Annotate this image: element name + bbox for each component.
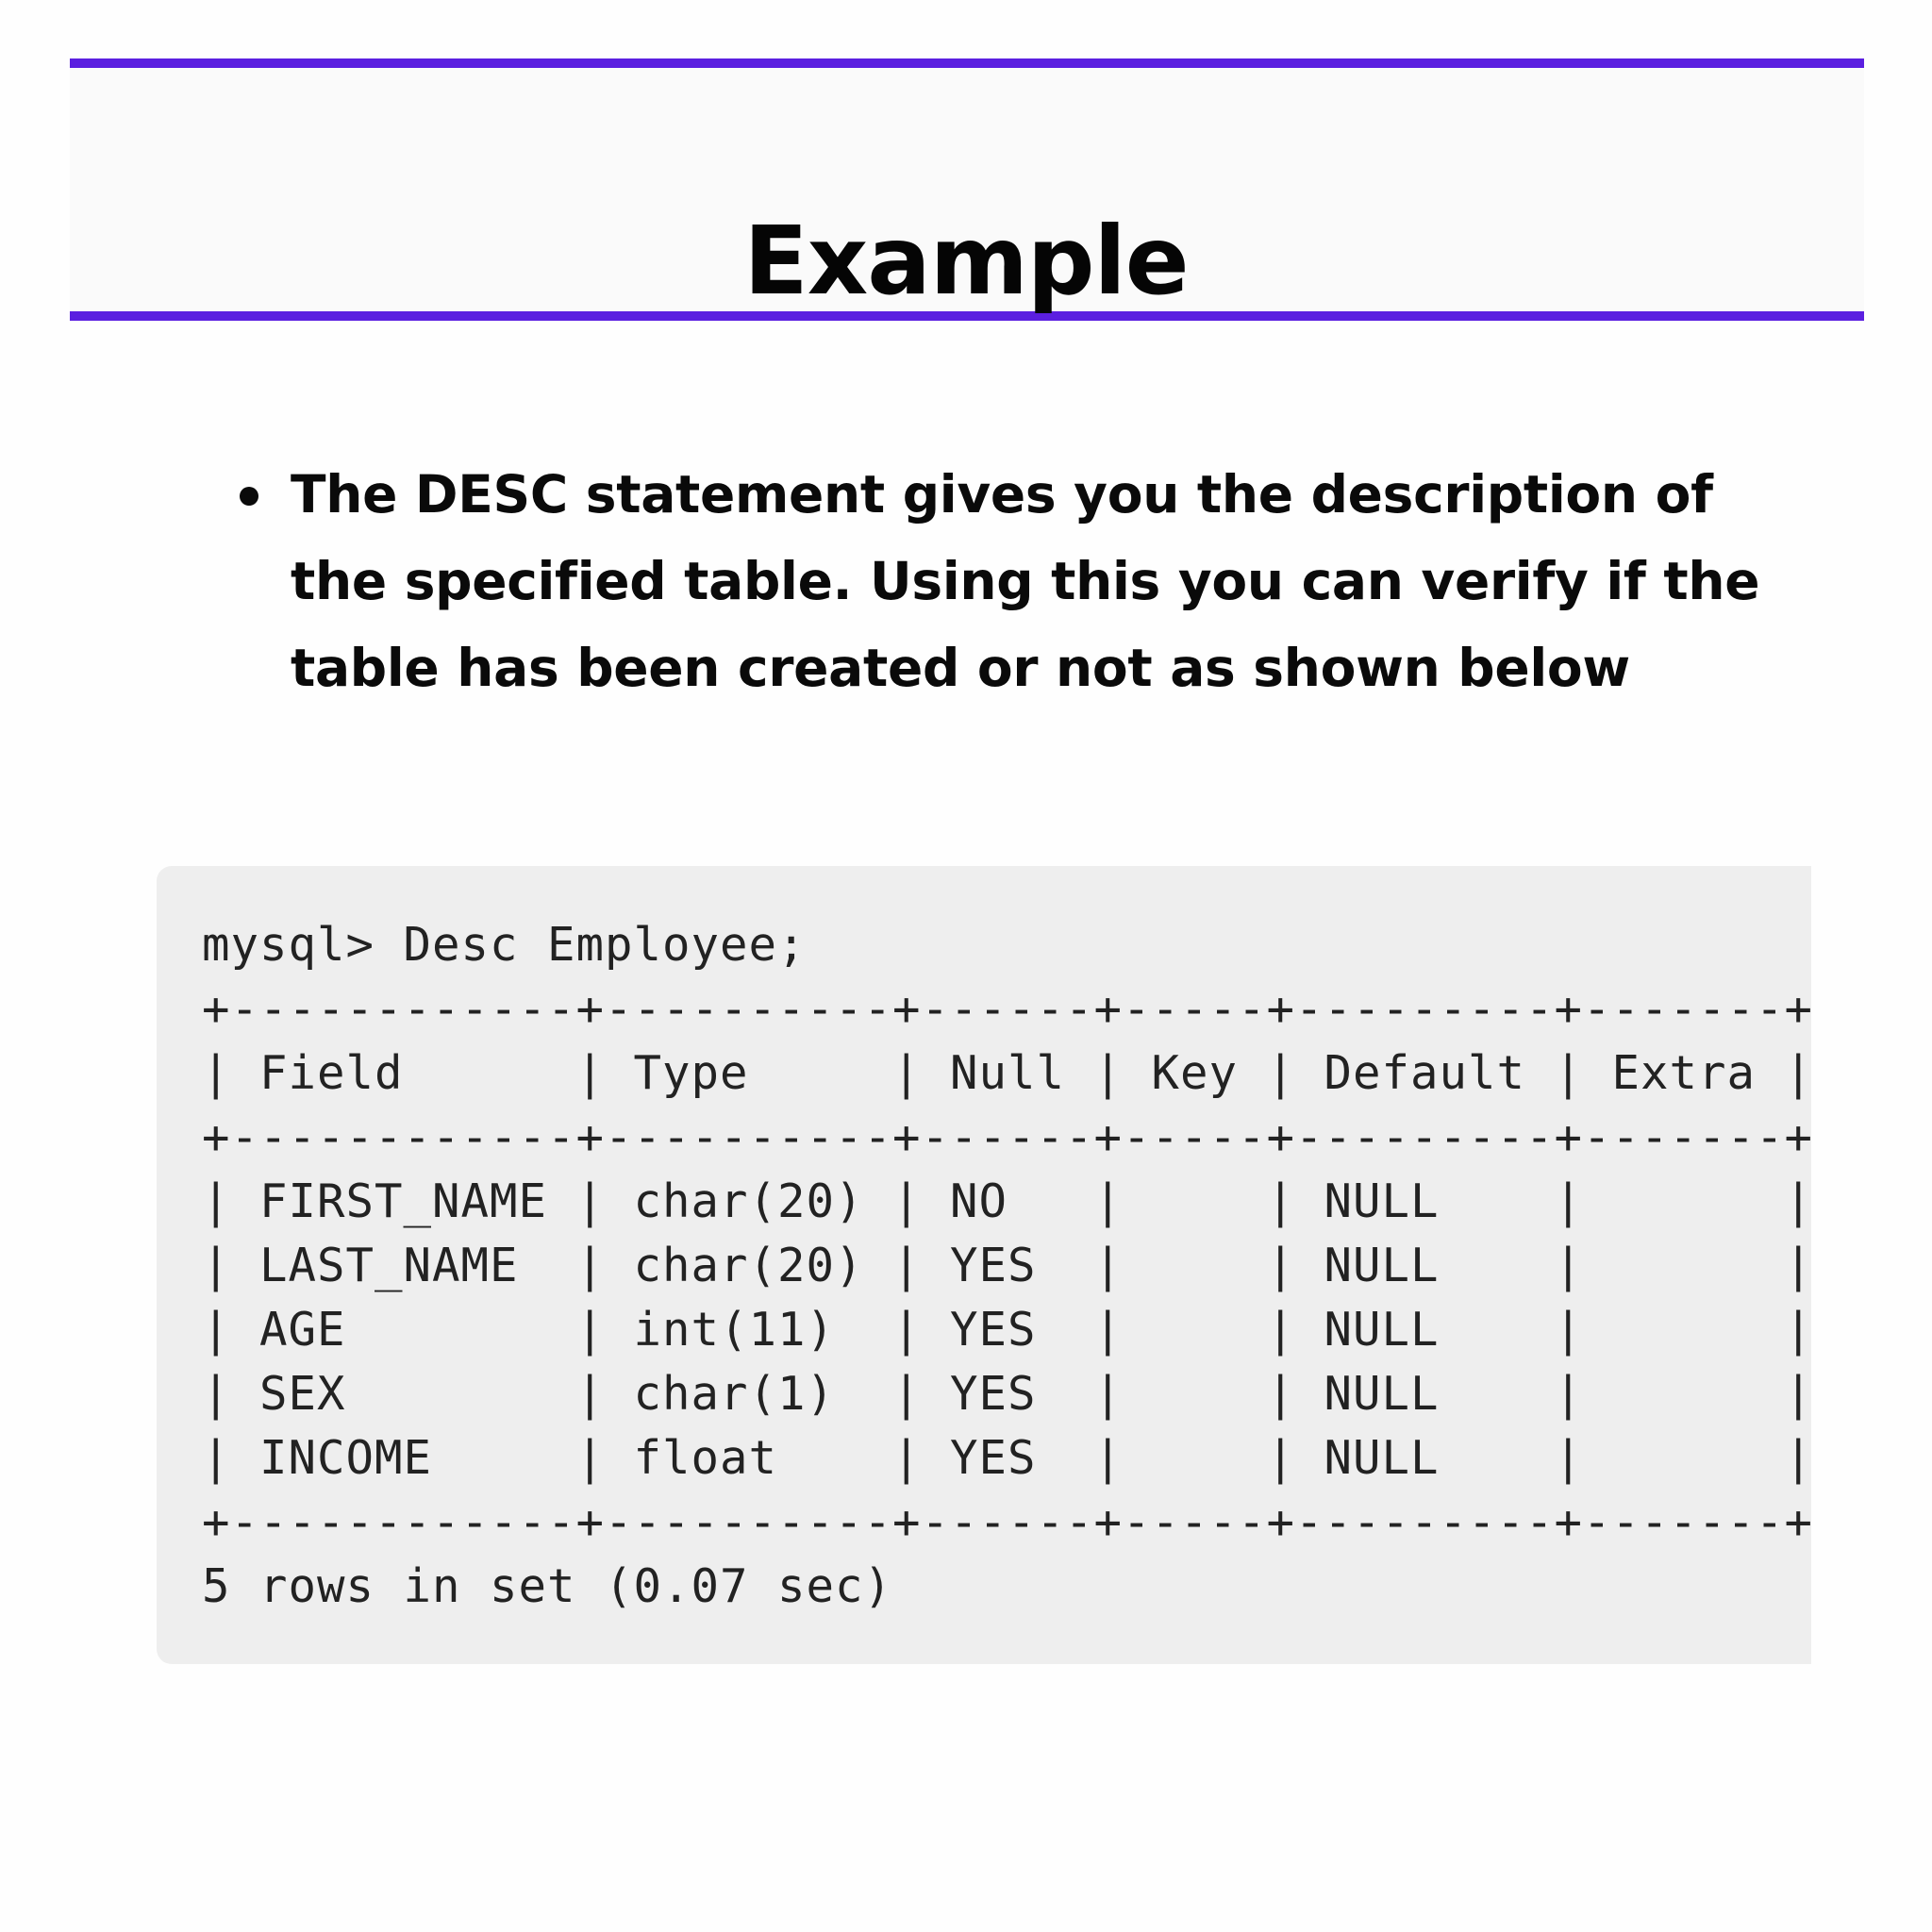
code-line: +------------+----------+------+-----+---------+-------+ — [202, 1495, 1814, 1549]
code-line: | Field | Type | Null | Key | Default | Extra | — [202, 1046, 1814, 1100]
bullet-text: The DESC statement gives you the description of the specified table. Using this you can verify if the table has been created or not as shown below — [291, 464, 1760, 698]
code-output — [202, 913, 1813, 1619]
code-block — [157, 866, 1814, 1664]
code-line: +------------+----------+------+-----+---------+-------+ — [202, 1110, 1814, 1164]
code-line: | SEX | char(1) | YES | | NULL | | — [202, 1367, 1814, 1421]
bullet-list — [236, 451, 1764, 711]
bullet-item — [236, 451, 1764, 711]
code-line: mysql> Desc Employee; — [202, 918, 807, 972]
page-title: Example — [743, 206, 1189, 316]
code-line: | AGE | int(11) | YES | | NULL | | — [202, 1303, 1814, 1357]
bullet-dot-icon — [240, 487, 258, 506]
top-divider — [70, 58, 1864, 68]
code-line: | LAST_NAME | char(20) | YES | | NULL | | — [202, 1239, 1814, 1292]
code-line: | INCOME | float | YES | | NULL | | — [202, 1431, 1814, 1485]
code-line: +------------+----------+------+-----+---------+-------+ — [202, 982, 1814, 1036]
code-line: | FIRST_NAME | char(20) | NO | | NULL | | — [202, 1174, 1814, 1228]
code-line: 5 rows in set (0.07 sec) — [202, 1559, 893, 1613]
